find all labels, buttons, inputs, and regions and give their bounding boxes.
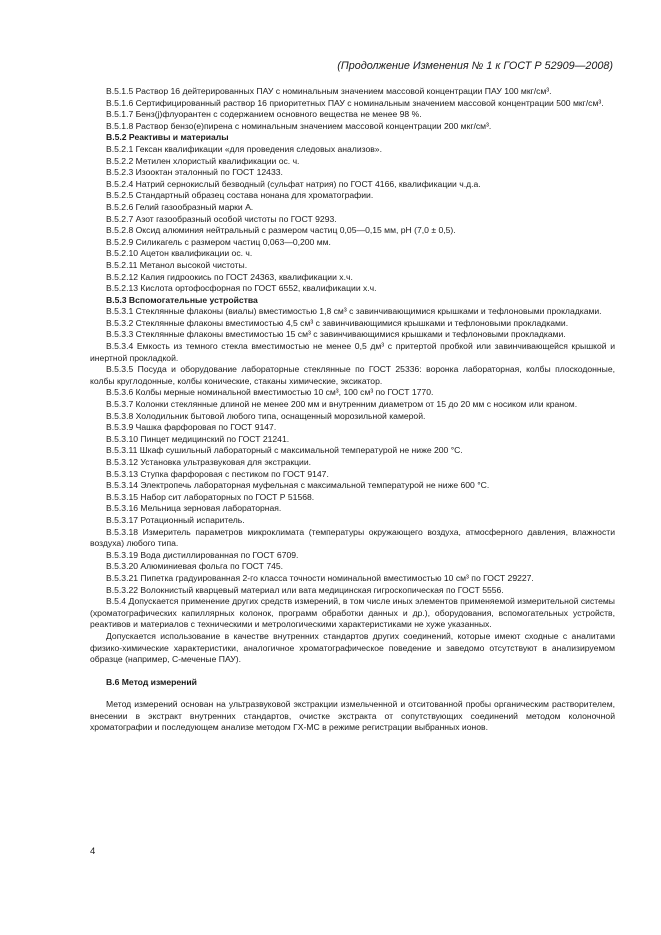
- section-heading-measurement-method: В.6 Метод измерений: [106, 676, 197, 687]
- paragraph-b-5-3-21: В.5.3.21 Пипетка градуированная 2-го класса точности номинальной вместимостью 10 см³ по ГОСТ 29227.: [106, 572, 534, 583]
- page-number: 4: [90, 846, 96, 857]
- paragraph-b-5-2-9: В.5.2.9 Силикагель с размером частиц 0,063—0,200 мм.: [106, 236, 331, 247]
- paragraph-b-5-3-6: В.5.3.6 Колбы мерные номинальной вместимостью 10 см³, 100 см³ по ГОСТ 1770.: [106, 387, 434, 398]
- paragraph-b-5-3-22: В.5.3.22 Волокнистый кварцевый материал или вата медицинская гигроскопическая по ГОСТ 5556.: [106, 584, 504, 595]
- paragraph-b-5-2-2: В.5.2.2 Метилен хлористый квалификации ос. ч.: [106, 155, 300, 166]
- paragraph-b-5-3-1: В.5.3.1 Стеклянные флаконы (виалы) вместимостью 1,8 см³ с завинчивающимися крышками и тефлоновыми прокладками.: [106, 306, 602, 317]
- paragraph-b-5-3-3: В.5.3.3 Стеклянные флаконы вместимостью 15 см³ с завинчивающимися крышками и тефлоновыми прокладками.: [106, 329, 566, 340]
- paragraph-b-5-3-5: В.5.3.5 Посуда и оборудование лабораторные стеклянные по ГОСТ 25336: воронка лабораторная, колбы плоскодонные, колбы круглодонные, колбы конические, стаканы химические, эксикатор.: [90, 364, 615, 386]
- paragraph-b-5-3-16: В.5.3.16 Мельница зерновая лабораторная.: [106, 503, 282, 514]
- paragraph-b-5-3-15: В.5.3.15 Набор сит лабораторных по ГОСТ Р 51568.: [106, 491, 315, 502]
- paragraph-b-5-3-9: В.5.3.9 Чашка фарфоровая по ГОСТ 9147.: [106, 422, 277, 433]
- section-spacer: [90, 666, 615, 677]
- paragraph-b-5-3-11: В.5.3.11 Шкаф сушильный лабораторный с максимальной температурой не ниже 200 °С.: [106, 445, 463, 456]
- document-body: [90, 86, 615, 734]
- paragraph-b-5-4: В.5.4 Допускается применение других средств измерений, в том числе иных элементов применяемой измерительной системы (хроматографических капиллярных колонок, программ обработки данных и др.), оборудования, вспомогательных устройств, реактивов и материалов с техническими и метрологическими характеристиками не хуже указанных.: [90, 596, 615, 630]
- paragraph-b-5-2-12: В.5.2.12 Калия гидроокись по ГОСТ 24363, квалификации х.ч.: [106, 271, 353, 282]
- paragraph-b-5-2-7: В.5.2.7 Азот газообразный особой чистоты по ГОСТ 9293.: [106, 213, 337, 224]
- paragraph-b-5-3-12: В.5.3.12 Установка ультразвуковая для экстракции.: [106, 457, 312, 467]
- paragraph-b-5-1-8: В.5.1.8 Раствор бензо(е)пирена с номинальным значением массовой концентрации 200 мкг/см³.: [106, 120, 492, 131]
- paragraph-b-5-3-14: В.5.3.14 Электропечь лабораторная муфельная с максимальной температурой не ниже 600 °С.: [106, 480, 490, 491]
- paragraph-method-description: Метод измерений основан на ультразвуковой экстракции измельченной и отситованной пробы органическим растворителем, внесении в экстракт внутренних стандартов, очистке экстракта от сопутствующих соединений методом колоночной хроматографии и последующем анализе методом ГХ-МС в режиме регистрации выбранных ионов.: [90, 699, 615, 733]
- running-header: (Продолжение Изменения № 1 к ГОСТ Р 52909—2008): [337, 60, 613, 72]
- paragraph-b-5-2-8: В.5.2.8 Оксид алюминия нейтральный с размером частиц 0,05—0,15 мм, рН (7,0 ± 0,5).: [106, 225, 456, 236]
- paragraph-b-5-3-19: В.5.3.19 Вода дистиллированная по ГОСТ 6709.: [106, 549, 299, 560]
- paragraph-b-5-1-6: В.5.1.6 Сертифицированный раствор 16 приоритетных ПАУ с номинальным значением массовой концентрации 500 мкг/см³.: [106, 97, 604, 108]
- paragraph-b-5-3-2: В.5.3.2 Стеклянные флаконы вместимостью 4,5 см³ с завинчивающимися крышками и тефлоновыми прокладками.: [106, 317, 569, 328]
- paragraph-b-5-3-17: В.5.3.17 Ротационный испаритель.: [106, 514, 245, 525]
- paragraph-b-5-2-5: В.5.2.5 Стандартный образец состава нонана для хроматографии.: [106, 190, 374, 201]
- paragraph-b-5-2-11: В.5.2.11 Метанол высокой чистоты.: [106, 259, 248, 270]
- section-heading-reagents: В.5.2 Реактивы и материалы: [106, 132, 229, 143]
- paragraph-b-5-2-6: В.5.2.6 Гелий газообразный марки А.: [106, 201, 254, 212]
- paragraph-b-5-3-10: В.5.3.10 Пинцет медицинский по ГОСТ 21241.: [106, 433, 290, 444]
- paragraph-b-5-2-4: В.5.2.4 Натрий сернокислый безводный (сульфат натрия) по ГОСТ 4166, квалификации ч.д.а.: [106, 178, 481, 189]
- paragraph-b-5-3-18: В.5.3.18 Измеритель параметров микроклимата (температуры окружающего воздуха, атмосферного давления, влажности воздуха) любого типа.: [90, 526, 615, 549]
- paragraph-b-5-1-7: В.5.1.7 Бенз(j)флуорантен с содержанием основного вещества не менее 98 %.: [106, 109, 422, 120]
- paragraph-b-5-2-10: В.5.2.10 Ацетон квалификации ос. ч.: [106, 248, 253, 259]
- paragraph-b-5-3-7: В.5.3.7 Колонки стеклянные длиной не менее 200 мм и внутренним диаметром от 15 до 20 мм с носиком или краном.: [106, 399, 578, 410]
- section-heading-auxiliary-devices: В.5.3 Вспомогательные устройства: [106, 294, 258, 305]
- paragraph-b-5-3-8: В.5.3.8 Холодильник бытовой любого типа, оснащенный морозильной камерой.: [106, 410, 426, 421]
- paragraph-b-5-2-1: В.5.2.1 Гексан квалификации «для проведения следовых анализов».: [106, 143, 382, 154]
- section-spacer: [90, 688, 615, 699]
- paragraph-b-5-2-3: В.5.2.3 Изооктан эталонный по ГОСТ 12433.: [106, 167, 283, 178]
- paragraph-b-5-1-5: В.5.1.5 Раствор 16 дейтерированных ПАУ с номинальным значением массовой концентрации ПАУ 100 мкг/см³.: [106, 86, 552, 96]
- paragraph-b-5-3-13: В.5.3.13 Ступка фарфоровая с пестиком по ГОСТ 9147.: [106, 468, 329, 479]
- paragraph-b-5-2-13: В.5.2.13 Кислота ортофосфорная по ГОСТ 6552, квалификации х.ч.: [106, 283, 377, 294]
- paragraph-b-5-3-20: В.5.3.20 Алюминиевая фольга по ГОСТ 745.: [106, 561, 284, 572]
- paragraph-internal-standards: Допускается использование в качестве внутренних стандартов других соединений, которые имеют сходные с аналитами физико-химические характеристики, аналогичное хроматографическое поведение и заведомо отсутствуют в анализируемом образце (например, С-меченые ПАУ).: [90, 630, 615, 665]
- paragraph-b-5-3-4: В.5.3.4 Емкость из темного стекла вместимостью не менее 0,5 дм³ с притертой пробкой или завинчивающейся крышкой и инертной прокладкой.: [90, 341, 615, 363]
